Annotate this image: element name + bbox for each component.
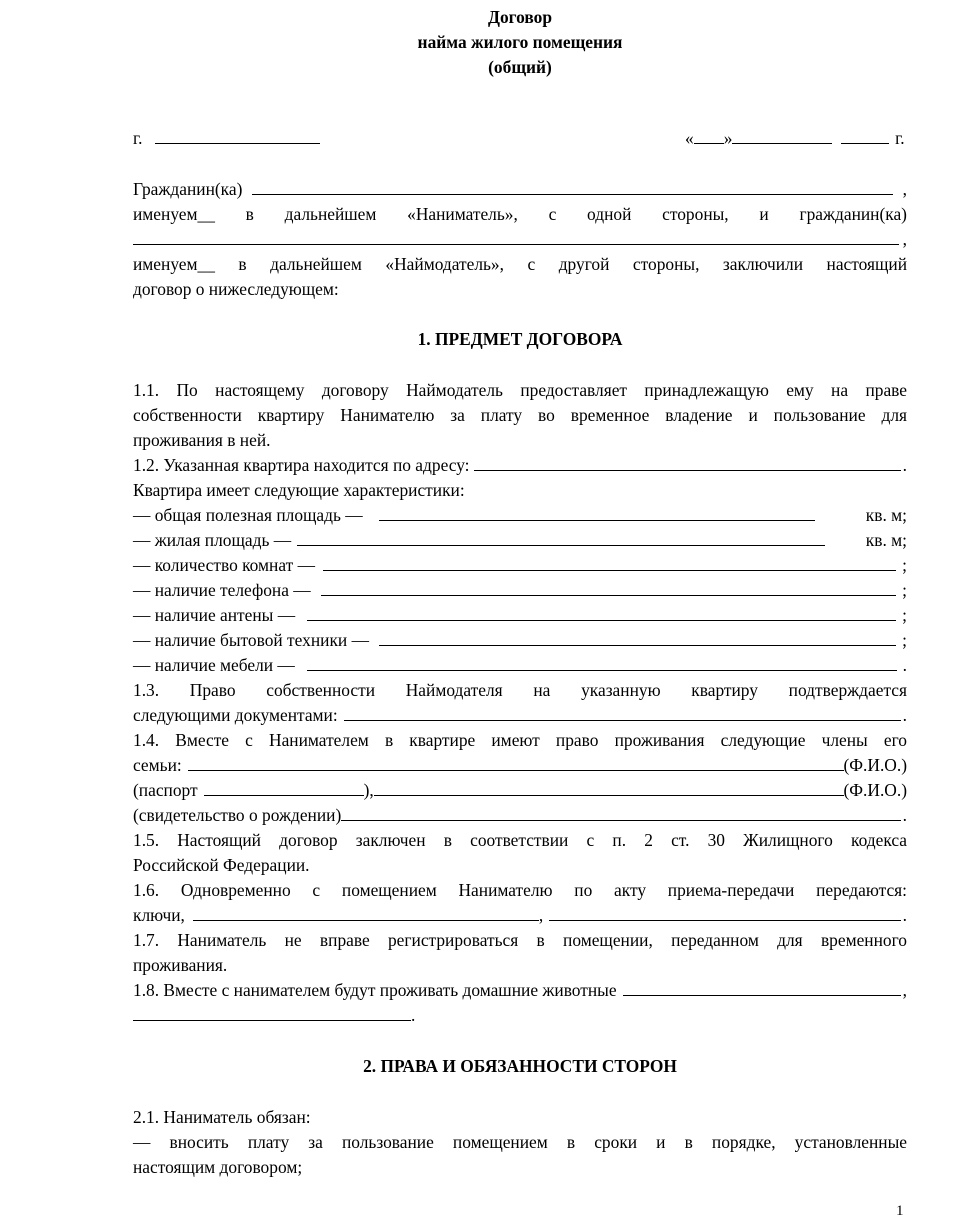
party-text-line: договор о нижеследующем: bbox=[133, 279, 339, 299]
word: с bbox=[548, 204, 557, 224]
doc-title-line1: Договор bbox=[487, 7, 553, 27]
day-field[interactable] bbox=[694, 128, 724, 144]
word: именуем__ bbox=[133, 204, 215, 224]
clause-1-8 bbox=[133, 978, 907, 1003]
section2-heading: 2. ПРАВА И ОБЯЗАННОСТИ СТОРОН bbox=[363, 1056, 677, 1076]
characteristic-row bbox=[133, 603, 907, 628]
comma: , bbox=[902, 980, 907, 1000]
doc-title-line3: (общий) bbox=[488, 57, 552, 77]
clause-1-6-line: 1.6. Одновременно с помещением Нанимателю по акту приема-передачи передаются: bbox=[133, 880, 907, 900]
passport-label: (паспорт bbox=[133, 780, 198, 800]
clause-1-3-text: следующими документами: bbox=[133, 705, 338, 725]
party2-name-line bbox=[133, 227, 907, 252]
page-number: 1 bbox=[896, 1203, 904, 1219]
characteristic-end: ; bbox=[902, 605, 907, 625]
ownership-docs-field[interactable] bbox=[344, 705, 901, 721]
fio-label: (Ф.И.О.) bbox=[843, 780, 907, 800]
date-block bbox=[685, 126, 905, 151]
clause-2-1: 2.1. Наниматель обязан: bbox=[133, 1107, 311, 1127]
clause-1-3-line: 1.3. Право собственности Наймодателя на указанную квартиру подтверждается bbox=[133, 680, 907, 700]
characteristic-label: — жилая площадь — bbox=[133, 530, 292, 550]
date-close-quote: » bbox=[723, 128, 733, 148]
period: . bbox=[902, 905, 907, 925]
antenna-field[interactable] bbox=[307, 605, 896, 621]
clause-1-6-keys bbox=[133, 903, 907, 928]
word: в bbox=[245, 204, 254, 224]
fio-label: (Ф.И.О.) bbox=[843, 755, 907, 775]
other-items-field[interactable] bbox=[549, 905, 900, 921]
clause-1-2 bbox=[133, 453, 907, 478]
city-prefix: г. bbox=[133, 128, 143, 148]
characteristic-unit: кв. м; bbox=[865, 505, 907, 525]
furniture-field[interactable] bbox=[307, 655, 897, 671]
clause-1-1-line: 1.1. По настоящему договору Наймодатель предоставляет принадлежащую ему на праве bbox=[133, 380, 907, 400]
date-open-quote: « bbox=[685, 128, 694, 148]
clause-1-2-text: 1.2. Указанная квартира находится по адресу: bbox=[133, 455, 470, 475]
characteristic-row bbox=[133, 553, 907, 578]
family-member2-name-field[interactable] bbox=[374, 780, 844, 796]
word: одной bbox=[587, 204, 632, 224]
month-field[interactable] bbox=[732, 128, 832, 144]
clause-1-7-line: проживания. bbox=[133, 955, 228, 975]
characteristic-label: — количество комнат — bbox=[133, 555, 315, 575]
keys-field[interactable] bbox=[193, 905, 539, 921]
clause-1-4-line: 1.4. Вместе с Нанимателем в квартире имеют право проживания следующие члены его bbox=[133, 730, 907, 750]
address-field[interactable] bbox=[474, 455, 901, 471]
word: и bbox=[759, 204, 769, 224]
characteristic-label: — наличие телефона — bbox=[133, 580, 311, 600]
clause-1-4-passport bbox=[133, 778, 907, 803]
year-suffix: г. bbox=[895, 128, 905, 148]
characteristic-row bbox=[133, 653, 907, 678]
party2-line bbox=[133, 202, 907, 227]
characteristic-end: . bbox=[902, 655, 907, 675]
characteristics-intro: Квартира имеет следующие характеристики: bbox=[133, 480, 465, 500]
clause-1-8-cont bbox=[133, 1003, 907, 1028]
doc-title-line2: найма жилого помещения bbox=[417, 32, 623, 52]
party2-comma: , bbox=[902, 229, 907, 249]
total-area-field[interactable] bbox=[379, 505, 815, 521]
family-member-name-field[interactable] bbox=[188, 755, 844, 771]
party-text-line: именуем__ в дальнейшем «Наймодатель», с другой стороны, заключили настоящий bbox=[133, 254, 907, 274]
clause-1-7-line: 1.7. Наниматель не вправе регистрироваться в помещении, переданном для временного bbox=[133, 930, 907, 950]
period: . bbox=[902, 705, 907, 725]
birth-cert-field[interactable] bbox=[341, 805, 900, 821]
clause-1-4-text: семьи: bbox=[133, 755, 182, 775]
word: стороны, bbox=[662, 204, 729, 224]
rooms-field[interactable] bbox=[323, 555, 896, 571]
year-field[interactable] bbox=[841, 128, 889, 144]
characteristic-end: ; bbox=[902, 630, 907, 650]
characteristic-unit: кв. м; bbox=[865, 530, 907, 550]
clause-1-4-family bbox=[133, 753, 907, 778]
pets-field[interactable] bbox=[623, 980, 901, 996]
characteristic-label: — наличие бытовой техники — bbox=[133, 630, 369, 650]
clause-1-3-docs bbox=[133, 703, 907, 728]
birth-cert-label: (свидетельство о рождении) bbox=[133, 805, 342, 825]
period: . bbox=[902, 805, 907, 825]
clause-2-1-bullet-line: — вносить плату за пользование помещением в сроки и в порядке, установленные bbox=[133, 1132, 907, 1152]
characteristic-row bbox=[133, 528, 907, 553]
party1-comma: , bbox=[902, 179, 907, 199]
city-date-line bbox=[133, 126, 907, 151]
characteristic-end: ; bbox=[902, 580, 907, 600]
passport-field[interactable] bbox=[204, 780, 364, 796]
passport-close: ), bbox=[363, 780, 374, 800]
characteristic-row bbox=[133, 503, 907, 528]
characteristic-label: — наличие мебели — bbox=[133, 655, 295, 675]
period: . bbox=[411, 1005, 416, 1025]
keys-label: ключи, bbox=[133, 905, 185, 925]
clause-1-1-line: проживания в ней. bbox=[133, 430, 271, 450]
period: . bbox=[902, 455, 907, 475]
clause-1-1-line: собственности квартиру Нанимателю за плату во временное владение и пользование для bbox=[133, 405, 907, 425]
characteristic-label: — наличие антены — bbox=[133, 605, 296, 625]
word: «Наниматель», bbox=[407, 204, 518, 224]
clause-2-1-bullet-line: настоящим договором; bbox=[133, 1157, 303, 1177]
characteristic-row bbox=[133, 628, 907, 653]
city-field[interactable] bbox=[155, 128, 320, 144]
clause-1-8-text: 1.8. Вместе с нанимателем будут проживать домашние животные bbox=[133, 980, 617, 1000]
characteristic-end: ; bbox=[902, 555, 907, 575]
word: дальнейшем bbox=[284, 204, 377, 224]
comma: , bbox=[538, 905, 544, 925]
characteristic-row bbox=[133, 578, 907, 603]
clause-1-5-line: Российской Федерации. bbox=[133, 855, 310, 875]
party1-line bbox=[133, 177, 907, 202]
party2-name-field[interactable] bbox=[133, 229, 899, 245]
clause-1-5-line: 1.5. Настоящий договор заключен в соответствии с п. 2 ст. 30 Жилищного кодекса bbox=[133, 830, 907, 850]
pets-field-2[interactable] bbox=[133, 1005, 411, 1021]
section1-heading: 1. ПРЕДМЕТ ДОГОВОРА bbox=[417, 329, 623, 349]
appliances-field[interactable] bbox=[379, 630, 896, 646]
living-area-field[interactable] bbox=[297, 530, 825, 546]
phone-field[interactable] bbox=[321, 580, 896, 596]
party1-label: Гражданин(ка) bbox=[133, 179, 243, 199]
word: гражданин(ка) bbox=[799, 204, 907, 224]
party1-name-field[interactable] bbox=[252, 179, 892, 195]
characteristic-label: — общая полезная площадь — bbox=[133, 505, 363, 525]
clause-1-4-birth bbox=[133, 803, 907, 828]
